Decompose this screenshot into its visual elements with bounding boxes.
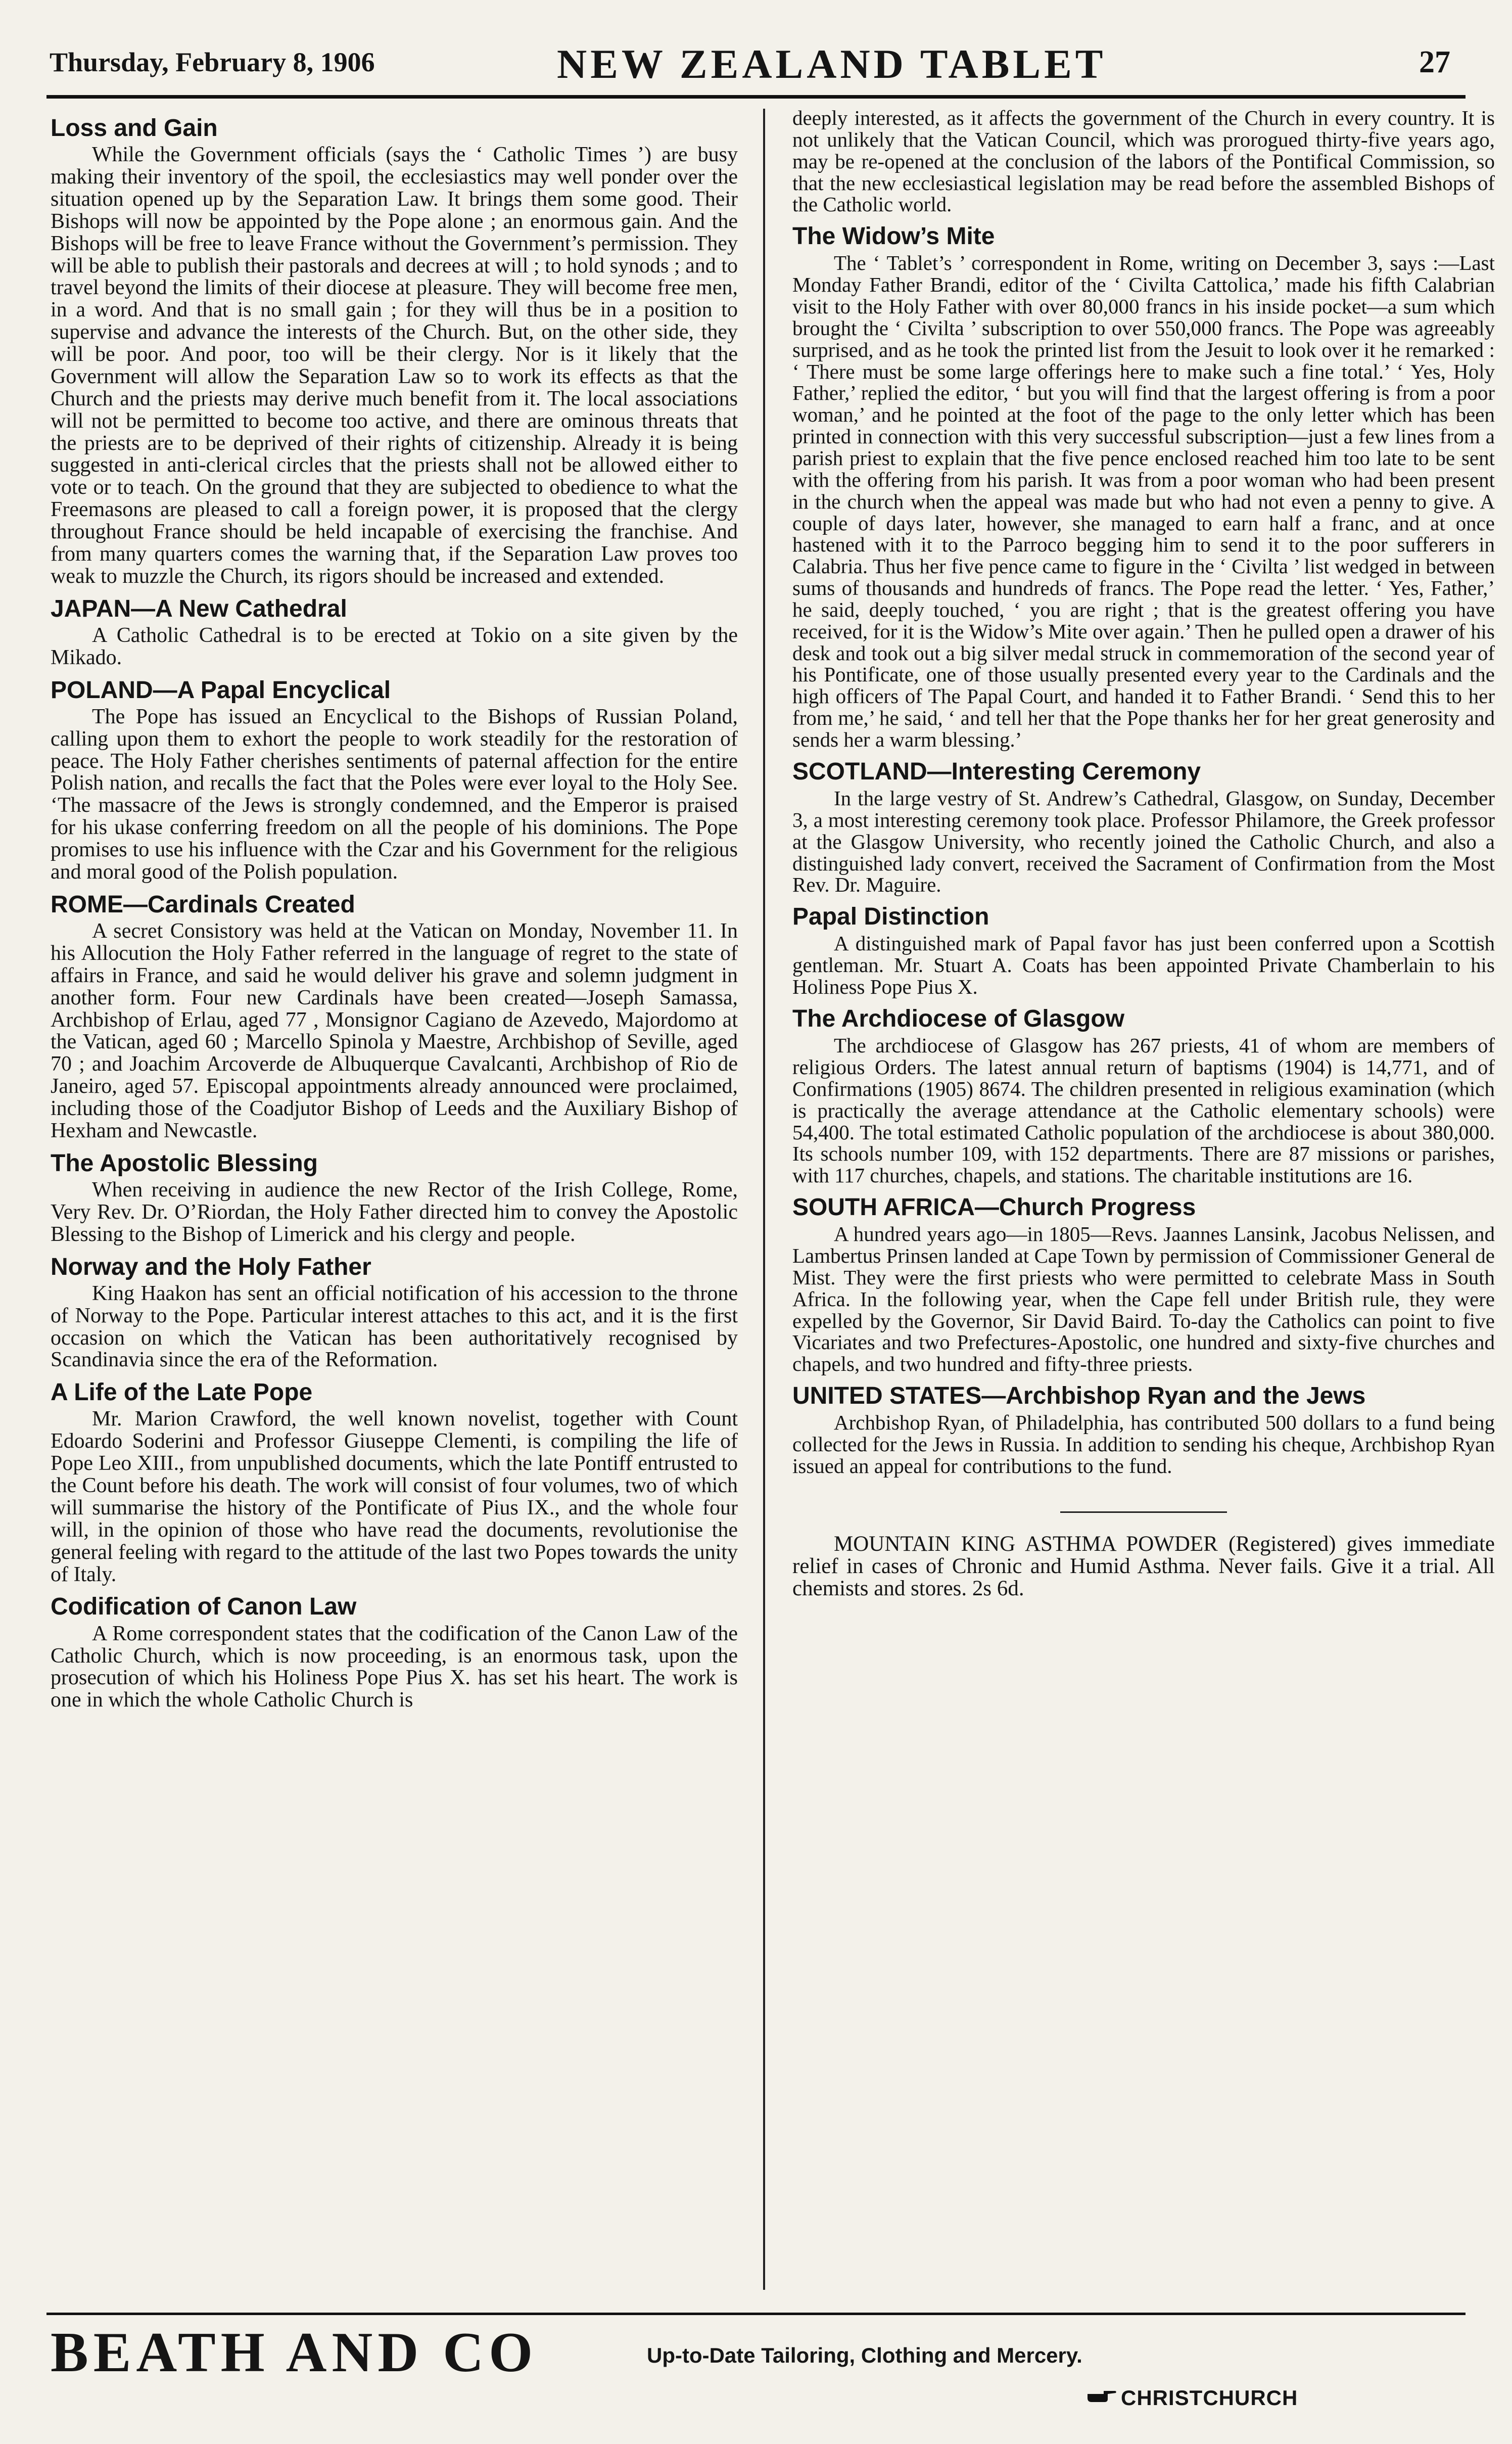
article-paragraph: The ‘ Tablet’s ’ correspondent in Rome, writing on December 3, says :—Last Monday Father Brandi, editor of the ‘ Civilta Cattolica,’ made his fifth Calabrian visit to the Holy Father with over 80,000 francs in his inside pocket—a sum which brought the ‘ Civilta ’ subscription to over 550,000 francs. The Pope was agreeably surprised, and as he took the printed list from the Jesuit to look over it he remarked : ‘ There must be some large offerings here to make such a fine total.’ ‘ Yes, Holy Father,’ replied the editor, ‘ but you will find that the largest offering is from a poor woman,’ and he pointed at the foot of the page to the only letter which has been printed in connection with this very successful subscription—just a few lines from a parish priest to explain that the five pence enclosed reached him too late to be sent with the offering from his parish. It was from a poor woman who had been present in the church when the appeal was made but who had not even a penny to give. A couple of days later, however, she managed to earn half a franc, and at once hastened with it to the Parroco begging him to send it to the poor sufferers in Calabria. Thus her five pence came to figure in the ‘ Civilta ’ list wedged in between sums of thousands and hundreds of francs. The Pope read the letter. ‘ Yes, Father,’ he said, deeply touched, ‘ you are right ; that is the greatest offering you have received, for it is the Widow’s Mite over again.’ Then he pulled open a drawer of his desk and took out a big silver medal struck in commemoration of the second year of his Pontificate, one of those usually presented every year to the Cardinals and the high officers of The Papal Court, and handed it to Father Brandi. ‘ Send this to her from me,’ he said, ‘ and tell her that the Pope thanks her for her great generosity and sends her a warm blessing.’ xyxy=(792,251,1495,751)
masthead-title: NEW ZEALAND TABLET xyxy=(557,41,1107,87)
page-number: 27 xyxy=(1419,45,1450,79)
article xyxy=(51,676,738,884)
article xyxy=(51,1378,738,1586)
article-heading: UNITED STATES—Archbishop Ryan and the Jews xyxy=(792,1382,1366,1410)
column-divider xyxy=(763,109,765,2290)
article-paragraph: A Catholic Cathedral is to be erected at Tokio on a site given by the Mikado. xyxy=(51,623,738,669)
article-heading: JAPAN—A New Cathedral xyxy=(51,595,347,622)
advert-divider xyxy=(1060,1511,1227,1513)
page-header xyxy=(46,41,1466,99)
advertisement-footer xyxy=(51,2320,1466,2421)
article-heading: Papal Distinction xyxy=(792,903,989,931)
article xyxy=(51,891,738,1142)
article-paragraph: A distinguished mark of Papal favor has just been conferred upon a Scottish gentleman. Mr. Stuart A. Coats has been appointed Private Chamberlain to his Holiness Pope Pius X. xyxy=(792,932,1495,999)
article-paragraph: A Rome correspondent states that the codification of the Canon Law of the Catholic Church, which is now proceeding, is an enormous task, upon the prosecution of which his Holiness Pope Pius X. has set his heart. The work is one in which the whole Catholic Church is xyxy=(51,1622,738,1712)
city-line xyxy=(1086,2386,1298,2410)
article-paragraph: The archdiocese of Glasgow has 267 priests, 41 of whom are members of religious Orders. The latest annual return of baptisms (1904) is 14,771, and of Confirmations (1905) 8674. The children presented in religious examination (which is practically the average attendance at the Catholic elementary schools) were 54,400. The total estimated Catholic population of the archdiocese is about 380,000. Its schools number 109, with 152 departments. There are 87 missions or parishes, with 117 churches, chapels, and stations. The charitable institutions are 16. xyxy=(792,1034,1495,1187)
article xyxy=(51,595,738,669)
article xyxy=(792,1005,1495,1186)
article-paragraph: A hundred years ago—in 1805—Revs. Jaannes Lansink, Jacobus Nelissen, and Lambertus Prinsen landed at Cape Town by permission of Commissioner General de Mist. They were the first priests who were permitted to celebrate Mass in South Africa. In the following year, when the Cape fell under British rule, they were expelled by the Governor, Sir David Baird. To-day the Catholics can point to five Vicariates and two Prefectures-Apostolic, one hundred and sixty-five churches and chapels, and two hundred and fifty-three priests. xyxy=(792,1222,1495,1376)
city-name: CHRISTCHURCH xyxy=(1121,2386,1298,2410)
article-heading: The Archdiocese of Glasgow xyxy=(792,1005,1125,1032)
article-heading: POLAND—A Papal Encyclical xyxy=(51,676,391,704)
asthma-powder-advert: MOUNTAIN KING ASTHMA POWDER (Registered) gives immediate relief in cases of Chronic and Humid Asthma. Never fails. Give it a trial. All chemists and stores. 2s 6d. xyxy=(792,1532,1495,1601)
article xyxy=(792,758,1495,896)
article-heading: ROME—Cardinals Created xyxy=(51,891,355,918)
article-paragraph: Mr. Marion Crawford, the well known novelist, together with Count Edoardo Soderini and Professor Giuseppe Clementi, is compiling the life of Pope Leo XIII., from unpublished documents, which the late Pontiff entrusted to the Count before his death. The work will consist of four volumes, two of which will summarise the history of the Pontificate of Pius IX., and the whole four will, in the opinion of those who have read the documents, revolutionise the general feeling with regard to the attitude of the last two Popes towards the unity of Italy. xyxy=(51,1407,738,1586)
article-heading: The Widow’s Mite xyxy=(792,223,995,250)
left-column xyxy=(51,107,738,2291)
trade-description: Up-to-Date Tailoring, Clothing and Mercery. xyxy=(647,2343,1082,2367)
article-paragraph: When receiving in audience the new Rector of the Irish College, Rome, Very Rev. Dr. O’Riordan, the Holy Father directed him to convey the Apostolic Blessing to the Bishop of Limerick and his clergy and people. xyxy=(51,1178,738,1246)
footer-divider xyxy=(46,2313,1466,2315)
article-paragraph: King Haakon has sent an official notification of his accession to the throne of Norway to the Pope. Particular interest attaches to this act, and it is the first occasion on which the Vatican has been authoritatively recognised by Scandinavia since the era of the Reformation. xyxy=(51,1281,738,1372)
article xyxy=(792,1382,1495,1477)
firm-name: BEATH AND CO xyxy=(51,2321,538,2384)
article xyxy=(792,903,1495,998)
issue-date: Thursday, February 8, 1906 xyxy=(50,47,375,77)
right-column xyxy=(792,107,1495,2291)
continued-paragraph: deeply interested, as it affects the government of the Church in every country. It is not unlikely that the Vatican Council, which was prorogued thirty-five years ago, may be re-opened at the conclusion of the labors of the Pontifical Commission, so that the new ecclesiastical legislation may be read before the assembled Bishops of the Catholic world. xyxy=(792,107,1495,216)
article-heading: SCOTLAND—Interesting Ceremony xyxy=(792,758,1201,785)
article-heading: A Life of the Late Pope xyxy=(51,1379,313,1406)
article-heading: SOUTH AFRICA—Church Progress xyxy=(792,1194,1196,1221)
article-heading: Loss and Gain xyxy=(51,115,218,142)
article xyxy=(51,1253,738,1372)
article-heading: Norway and the Holy Father xyxy=(51,1253,371,1280)
article-heading: Codification of Canon Law xyxy=(51,1593,357,1621)
article-paragraph: While the Government officials (says the ‘ Catholic Times ’) are busy making their inventory of the spoil, the ecclesiastics may well ponder over the situation opened up by the Separation Law. It brings them some good. Their Bishops will now be appointed by the Pope alone ; an enormous gain. And the Bishops will be free to leave France without the Government’s permission. They will be able to publish their pastorals and decrees at will ; to hold synods ; and to travel beyond the limits of their diocese at pleasure. They will become free men, in a word. And that is no small gain ; for they will thus be in a position to supervise and advance the interests of the Church. But, on the other side, they will be poor. And poor, too will be their clergy. Nor is it likely that the Government will allow the Separation Law so to work its effects as that the Church and the priests may derive much benefit from it. The local associations will not be permitted to become too active, and there are ominous threats that the priests are to be deprived of their rights of citizenship. Already it is being suggested in anti-clerical circles that the priests shall not be allowed either to vote or to teach. On the ground that they are subjected to obedience to what the Freemasons are pleased to call a foreign power, it is proposed that the clergy throughout France should be held incapable of exercising the franchise. And from many quarters comes the warning that, if the Separation Law proves too weak to muzzle the Church, its rigors should be increased and extended. xyxy=(51,143,738,588)
article-paragraph: The Pope has issued an Encyclical to the Bishops of Russian Poland, calling upon them to exhort the people to work steadily for the restoration of peace. The Holy Father cherishes sentiments of paternal affection for the entire Polish nation, and recalls the fact that the Poles were ever loyal to the Holy See. ‘The massacre of the Jews is strongly condemned, and the Emperor is praised for his ukase conferring freedom on all the people of his dominions. The Pope promises to use his influence with the Czar and his Government for the religious and moral good of the Polish population. xyxy=(51,705,738,884)
article xyxy=(792,1193,1495,1375)
article-paragraph: Archbishop Ryan, of Philadelphia, has contributed 500 dollars to a fund being collected for the Jews in Russia. In addition to sending his cheque, Archbishop Ryan issued an appeal for contributions to the fund. xyxy=(792,1411,1495,1478)
article xyxy=(792,222,1495,751)
article-paragraph: In the large vestry of St. Andrew’s Cathedral, Glasgow, on Sunday, December 3, a most interesting ceremony took place. Professor Philamore, the Greek professor at the Glasgow University, who recently joined the Catholic Church, and also a distinguished lady convert, received the Sacrament of Confirmation from the Most Rev. Dr. Maguire. xyxy=(792,787,1495,897)
pointing-hand-icon xyxy=(1086,2388,1117,2405)
article xyxy=(51,1149,738,1246)
article-heading: The Apostolic Blessing xyxy=(51,1149,318,1177)
article xyxy=(51,1593,738,1712)
article xyxy=(51,114,738,588)
article-paragraph: A secret Consistory was held at the Vatican on Monday, November 11. In his Allocution the Holy Father referred in the language of regret to the state of affairs in France, and said he would deliver his grave and solemn judgment in another form. Four new Cardinals have been created—Joseph Samassa, Archbishop of Erlau, aged 77 , Monsignor Cagiano de Azevedo, Majordomo at the Vatican, aged 60 ; Marcello Spinola y Maestre, Archbishop of Seville, aged 70 ; and Joachim Arcoverde de Albuquerque Cavalcanti, Archbishop of Rio de Janeiro, aged 57. Episcopal appointments already announced were proclaimed, including those of the Coadjutor Bishop of Leeds and the Auxiliary Bishop of Hexham and Newcastle. xyxy=(51,919,738,1142)
